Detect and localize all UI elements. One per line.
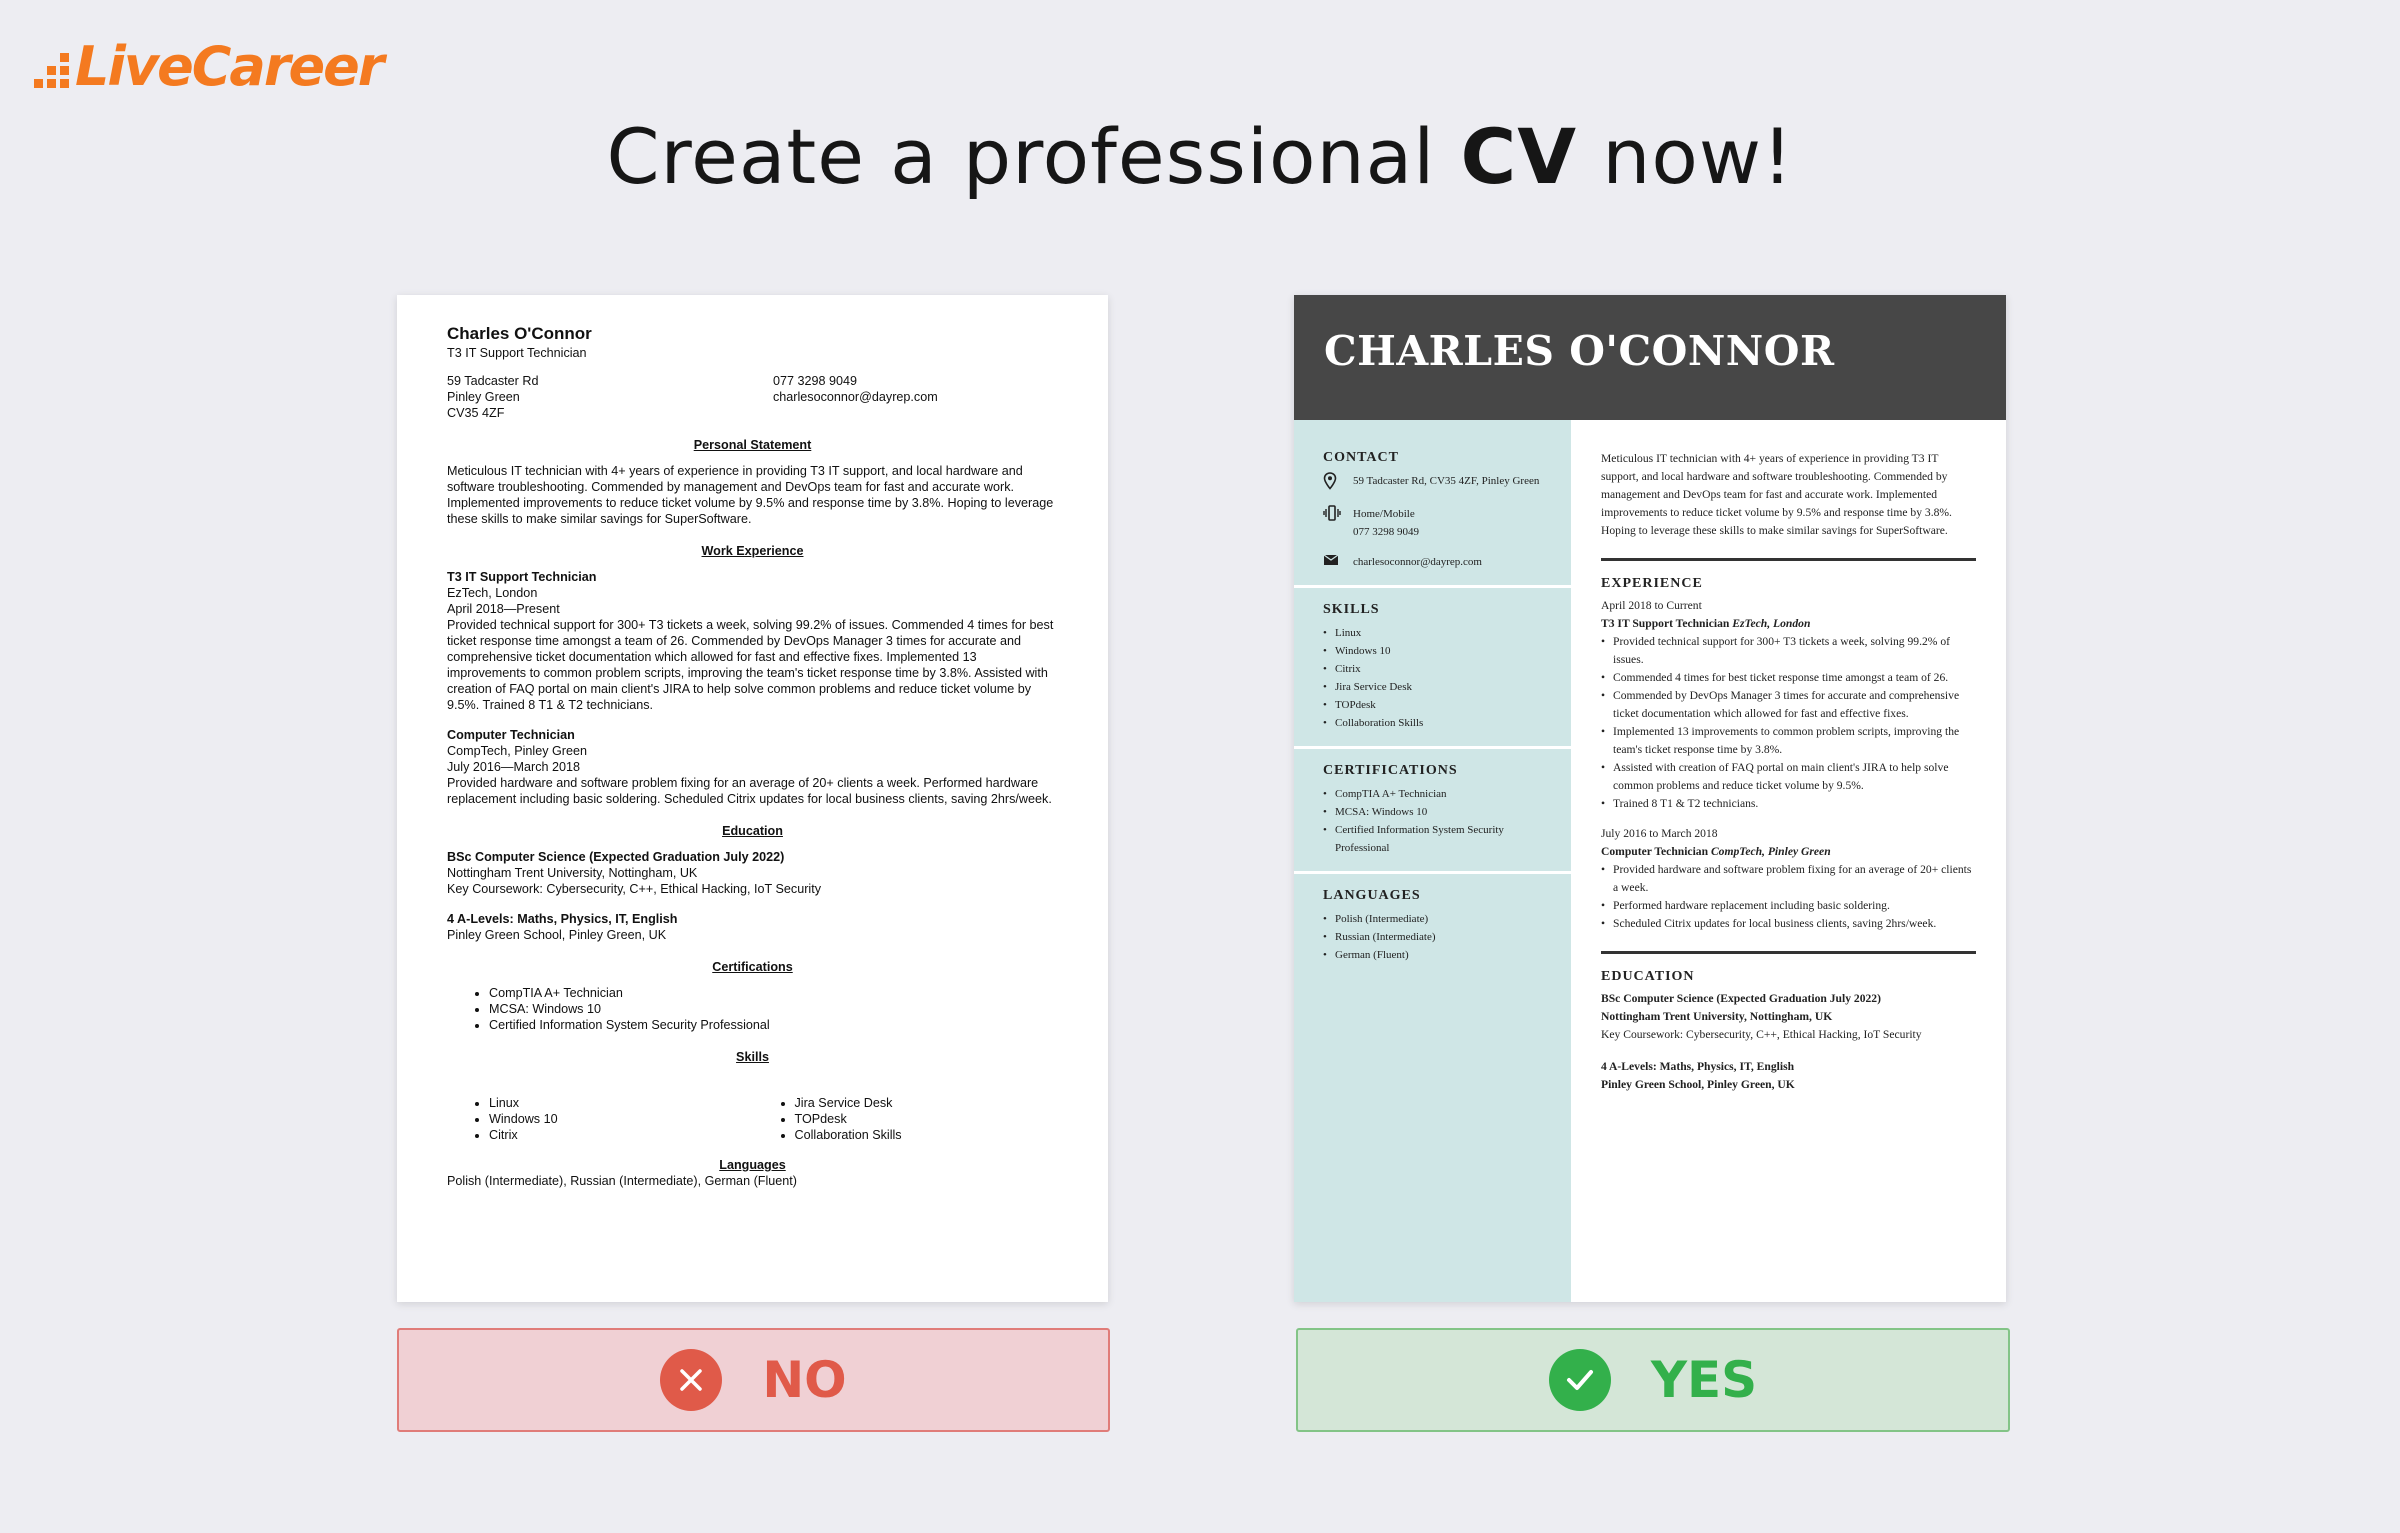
skills-list <box>1323 624 1571 732</box>
list-item: • Scheduled Citrix updates for local business clients, saving 2hrs/week. <box>1601 915 1976 933</box>
cv-title: T3 IT Support Technician <box>447 346 587 360</box>
page-headline <box>0 112 2400 201</box>
check-icon <box>1549 1349 1611 1411</box>
cv-main-column <box>1571 420 2006 1302</box>
list-item: • Russian (Intermediate) <box>1323 928 1571 946</box>
list-item: • Commended 4 times for best ticket response time amongst a team of 26. <box>1601 669 1976 687</box>
yes-label: YES <box>1650 1351 1758 1409</box>
cv-statement: Meticulous IT technician with 4+ years of experience in providing T3 IT support, and local hardware and software troubleshooting. Commended by management and DevOps team for fast and accurate work. Implemented improvements to reduce ticket volume by 9.5% and response time by 3.8%. Hoping to leverage these skills to make similar savings for SuperSoftware. <box>447 464 1054 526</box>
edu-school: Nottingham Trent University, Nottingham, UK <box>447 866 698 880</box>
section-heading: Skills <box>736 1050 769 1064</box>
section-heading: EXPERIENCE <box>1601 576 1703 591</box>
list-item: • MCSA: Windows 10 <box>489 1001 1058 1017</box>
job-title: T3 IT Support Technician <box>1601 617 1730 630</box>
list-item: • Collaboration Skills <box>1323 714 1571 732</box>
contact-phone: 077 3298 9049 <box>1353 526 1419 538</box>
list-item: • Linux <box>489 1095 753 1111</box>
logo-dots-icon <box>34 53 69 88</box>
phone-icon <box>1323 505 1353 526</box>
list-item: • Commended by DevOps Manager 3 times for accurate and comprehensive ticket documentation which allowed for fast and effective fixes. <box>1601 687 1976 723</box>
job-dates: July 2016—March 2018 <box>447 760 581 774</box>
job-description: Provided technical support for 300+ T3 tickets a week, solving 99.2% of issues. Commended 4 times for best ticket response time amongst a team of 26. Commended by DevOps Manager 3 times for accurate and comprehensive ticket documentation which allowed for fast and effective fixes. Implemented 13 improvements to common problem scripts, improving the team's ticket response time by 3.8%. Assisted with creation of FAQ portal on main client's JIRA to help solve common problems and reduce ticket volume by 9.5%. Trained 8 T1 & T2 technicians. <box>447 618 1054 712</box>
divider <box>1294 746 1571 749</box>
section-heading: Personal Statement <box>693 438 812 452</box>
edu-degree: 4 A-Levels: Maths, Physics, IT, English <box>447 912 678 926</box>
yes-verdict-badge <box>1296 1328 2010 1432</box>
list-item: • Certified Information System Security Professional <box>1323 821 1548 857</box>
no-verdict-badge <box>397 1328 1110 1432</box>
job-company: CompTech, Pinley Green <box>1710 845 1831 858</box>
cert-list <box>447 985 1058 1033</box>
list-item: • Linux <box>1323 624 1571 642</box>
list-item: • Citrix <box>489 1127 753 1143</box>
section-heading: Certifications <box>712 960 793 974</box>
edu-school: Pinley Green School, Pinley Green, UK <box>447 928 667 942</box>
plain-cv-example <box>397 295 1108 1302</box>
edu-school: Nottingham Trent University, Nottingham, UK <box>1601 1010 1833 1023</box>
divider <box>1294 871 1571 874</box>
list-item: • MCSA: Windows 10 <box>1323 803 1548 821</box>
list-item: • Assisted with creation of FAQ portal on main client's JIRA to help solve common problems and reduce ticket volume by 9.5%. <box>1601 759 1976 795</box>
cv-languages: Polish (Intermediate), Russian (Intermediate), German (Fluent) <box>447 1174 797 1188</box>
edu-extra: Key Coursework: Cybersecurity, C++, Ethical Hacking, IoT Security <box>447 882 821 896</box>
divider <box>1294 585 1571 588</box>
job-bullets <box>1601 861 1976 933</box>
section-heading: Education <box>722 824 783 838</box>
contact-phone-label: Home/Mobile <box>1353 508 1415 520</box>
job-dates: April 2018—Present <box>447 602 560 616</box>
edu-extra: Key Coursework: Cybersecurity, C++, Ethical Hacking, IoT Security <box>1601 1028 1922 1041</box>
cert-list <box>1323 785 1548 857</box>
skills-list <box>447 1095 1058 1143</box>
languages-list <box>1323 910 1571 964</box>
list-item: • TOPdesk <box>795 1111 1059 1127</box>
list-item: • Performed hardware replacement including basic soldering. <box>1601 897 1976 915</box>
section-heading: EDUCATION <box>1601 969 1695 984</box>
section-heading: LANGUAGES <box>1323 888 1421 903</box>
list-item: • German (Fluent) <box>1323 946 1571 964</box>
job-dates: July 2016 to March 2018 <box>1601 827 1718 840</box>
cv-phone: 077 3298 9049 <box>773 374 858 388</box>
edu-school: Pinley Green School, Pinley Green, UK <box>1601 1078 1795 1091</box>
job-company: EzTech, London <box>447 586 538 600</box>
cv-contact-block <box>447 373 1058 421</box>
divider <box>1601 951 1976 954</box>
job-company: CompTech, Pinley Green <box>447 744 587 758</box>
contact-address: 59 Tadcaster Rd, CV35 4ZF, Pinley Green <box>1353 475 1540 487</box>
section-heading: SKILLS <box>1323 602 1380 617</box>
headline-suffix: now! <box>1577 112 1794 201</box>
list-item: • Citrix <box>1323 660 1571 678</box>
cv-name: CHARLES O'CONNOR <box>1324 327 1835 375</box>
headline-bold: CV <box>1460 112 1578 201</box>
list-item: • Windows 10 <box>1323 642 1571 660</box>
section-heading: CERTIFICATIONS <box>1323 763 1458 778</box>
list-item: • Certified Information System Security Professional <box>489 1017 1058 1033</box>
section-heading: Work Experience <box>701 544 804 558</box>
edu-degree: BSc Computer Science (Expected Graduation July 2022) <box>1601 992 1881 1005</box>
job-title: Computer Technician <box>1601 845 1709 858</box>
cv-email: charlesoconnor@dayrep.com <box>773 390 938 404</box>
list-item: • Windows 10 <box>489 1111 753 1127</box>
list-item: • CompTIA A+ Technician <box>1323 785 1548 803</box>
job-dates: April 2018 to Current <box>1601 599 1702 612</box>
email-icon <box>1323 553 1353 571</box>
cv-header-band <box>1294 295 2006 420</box>
livecareer-logo[interactable] <box>34 36 382 96</box>
headline-prefix: Create a professional <box>606 112 1461 201</box>
no-label: NO <box>762 1351 847 1409</box>
list-item: • Provided hardware and software problem fixing for an average of 20+ clients a week. <box>1601 861 1976 897</box>
edu-degree: BSc Computer Science (Expected Graduation July 2022) <box>447 850 785 864</box>
list-item: • TOPdesk <box>1323 696 1571 714</box>
list-item: • Jira Service Desk <box>1323 678 1571 696</box>
list-item: • Jira Service Desk <box>795 1095 1059 1111</box>
job-title: Computer Technician <box>447 728 575 742</box>
cv-address-line: Pinley Green <box>447 390 520 404</box>
cv-name: Charles O'Connor <box>447 324 592 343</box>
close-icon <box>660 1349 722 1411</box>
job-title: T3 IT Support Technician <box>447 570 597 584</box>
job-description: Provided hardware and software problem fixing for an average of 20+ clients a week. Performed hardware replacement including basic soldering. Scheduled Citrix updates for local business clients, saving 2hrs/week. <box>447 776 1052 806</box>
list-item: • Polish (Intermediate) <box>1323 910 1571 928</box>
list-item: • Implemented 13 improvements to common problem scripts, improving the team's ticket response time by 3.8%. <box>1601 723 1976 759</box>
cv-address-line: CV35 4ZF <box>447 406 505 420</box>
location-pin-icon <box>1323 472 1353 495</box>
cv-address-line: 59 Tadcaster Rd <box>447 374 539 388</box>
modern-cv-example <box>1294 295 2006 1302</box>
section-heading: CONTACT <box>1323 450 1399 465</box>
section-heading: Languages <box>719 1158 786 1172</box>
list-item: • CompTIA A+ Technician <box>489 985 1058 1001</box>
cv-sidebar <box>1294 420 1571 1302</box>
cv-summary: Meticulous IT technician with 4+ years of experience in providing T3 IT support, and local hardware and software troubleshooting. Commended by management and DevOps team for fast and accurate work. Implemented improvements to reduce ticket volume by 9.5% and response time by 3.8%. Hoping to leverage these skills to make similar savings for SuperSoftware. <box>1601 452 1952 537</box>
list-item: • Provided technical support for 300+ T3 tickets a week, solving 99.2% of issues. <box>1601 633 1976 669</box>
logo-text: LiveCareer <box>75 34 383 98</box>
contact-email: charlesoconnor@dayrep.com <box>1353 556 1482 568</box>
job-company: EzTech, London <box>1732 617 1811 630</box>
list-item: • Trained 8 T1 & T2 technicians. <box>1601 795 1976 813</box>
job-bullets <box>1601 633 1976 813</box>
list-item: • Collaboration Skills <box>795 1127 1059 1143</box>
edu-degree: 4 A-Levels: Maths, Physics, IT, English <box>1601 1060 1795 1073</box>
divider <box>1601 558 1976 561</box>
